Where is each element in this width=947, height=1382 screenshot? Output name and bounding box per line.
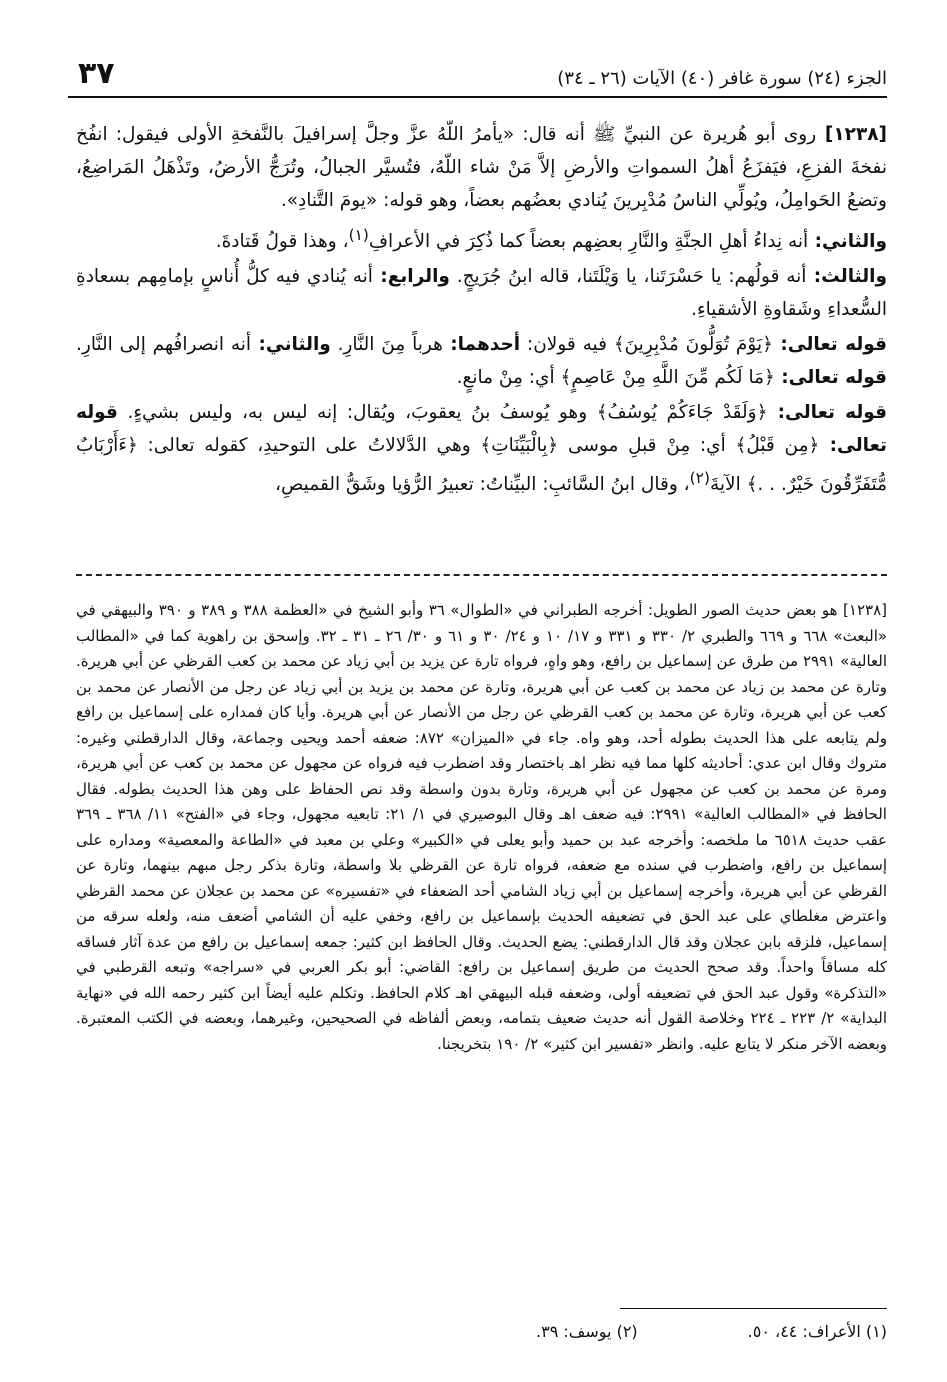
text-run: ، وقال ابنُ السَّائبِ: البيِّناتُ: تعبيرُ الرُّؤيا وشَقُّ القميصِ، — [275, 474, 690, 496]
bold-label: [١٢٣٨] — [816, 124, 887, 145]
paragraph — [76, 328, 887, 394]
text-run: ﴿يَوْمَ تُوَلُّونَ مُدْبِرِينَ﴾ فيه قولان: — [520, 334, 773, 356]
footnote-ref: (٢) — [689, 469, 710, 488]
bold-label: أحدهما: — [442, 334, 521, 356]
paragraph — [76, 260, 887, 326]
bold-label: قوله تعالى: — [772, 334, 887, 356]
paragraph — [76, 219, 887, 258]
paragraph — [76, 396, 887, 501]
footnote-1: (١) الأعراف: ٤٤، ٥٠. — [747, 1322, 887, 1341]
text-run: ﴿مَا لَكُم مِّنَ اللَّهِ مِنْ عَاصِمٍ﴾ أي: مِنْ مانعٍ. — [456, 367, 775, 389]
hadith-notes — [76, 598, 887, 1057]
footnotes — [200, 1318, 887, 1346]
separator-line — [76, 574, 887, 576]
bold-label: والثالث: — [806, 266, 888, 288]
paragraph — [76, 118, 887, 217]
bold-label: والثاني: — [808, 231, 887, 253]
text-run: ﴿وَلَقَدْ جَاءَكُمْ يُوسُفُ﴾ وهو يُوسفُ بنُ يعقوبَ، ويُقال: إنه ليس به، وليس بشيءٍ. — [117, 402, 768, 424]
text-run: أنه قولُهم: يا حَسْرَتَنا، يا وَيْلَتَنا، قاله ابنُ جُرَيجٍ. — [449, 266, 807, 288]
text-run: هرباً مِنَ النَّارِ. — [330, 334, 443, 356]
page-header — [68, 52, 887, 98]
footnote-rule — [620, 1308, 887, 1309]
bold-label: والثاني: — [251, 334, 331, 356]
text-run: أنه يُنادي فيه كلُّ أُناسٍ بإمامِهم بسعادةِ السُّعداءِ وشَقاوةِ الأشقياءِ. — [76, 266, 887, 321]
text-run: أنه انصرافُهم إلى النَّارِ. — [76, 334, 252, 356]
footnote-2: (٢) يوسف: ٣٩. — [536, 1322, 638, 1341]
text-run: ﴿مِن قَبْلُ﴾ أي: مِنْ قبلِ موسى ﴿بِالْبَيِّنَاتِ﴾ وهي الدَّلالاتُ على التوحيدِ، كقوله تعالى: ﴿ءَأَرْبَابٌ مُّتَفَرِّقُونَ خَيْرٌ. . .﴾ الآيةَ — [76, 435, 887, 496]
main-text — [76, 118, 887, 503]
bold-label: قوله تعالى: — [774, 367, 887, 389]
text-run: أنه نِداءُ أهلِ الجنَّةِ والنَّارِ بعضِهم بعضاً كما ذُكِرَ في الأعرافِ — [368, 231, 809, 253]
bold-label: قوله تعالى: — [76, 402, 887, 457]
running-head: الجزء (٢٤) سورة غافر (٤٠) الآيات (٢٦ ـ ٣٤) — [557, 68, 887, 89]
bold-label: قوله تعالى: — [767, 402, 888, 424]
page-number: ٣٧ — [78, 56, 115, 91]
text-run: روى أبو هُريرة عن النبيِّ ﷺ أنه قال: «يأمرُ اللّهُ عزَّ وجلَّ إسرافيلَ بالنَّفخةِ الأولى فيقول: انفُخ نفخةَ الفزعِ، فيَفزَعُ أهلُ السمواتِ والأرضِ إلاَّ مَنْ شاء اللّهُ، فتُسيَّر الجبالُ، وتُرَجُّ الأرضُ، وتَذْهَلُ المَراضِعُ، وتضعُ الحَوامِلُ، ويُولِّي الناسُ مُدْبِرينَ يُنادي بعضُهم بعضاً، وهو قوله: «يومَ التَّنادِ». — [76, 124, 887, 211]
hadith-note-text: [١٢٣٨] هو بعض حديث الصور الطويل: أخرجه الطبراني في «الطوال» ٣٦ وأبو الشيخ في «العظمة ٣٨٨ و ٣٨٩ و ٣٩٠ والبيهقي في «البعث» ٦٦٨ و ٦٦٩ والطبري ٢/ ٣٣٠ و ٣٣١ و ١٧/ ١٠ و ٢٤/ ٣٠ و ٦١ و ٣٠/ ٢٦ ـ ٣١ ـ ٣٢. وإسحق بن راهوية كما في «المطالب العالية» ٢٩٩١ من طرق عن إسماعيل بن رافع، وهو واهٍ، فرواه تارة عن يزيد بن أبي زياد عن محمد بن كعب القرظي عن أبي هريرة. وتارة عن محمد بن زياد عن محمد بن كعب عن أبي هريرة، وتارة عن محمد بن يزيد بن أبي زياد عن رجل من الأنصار عن محمد بن كعب عن أبي هريرة، وتارة عن محمد بن كعب القرظي عن رجل من الأنصار عن أبي هريرة. وأيا كان فمداره على إسماعيل بن رافع ولم يتابعه على هذا الحديث بطوله أحد، وهو واه. جاء في «الميزان» ٨٧٢: ضعفه أحمد ويحيى وجماعة، وقال الدارقطني وغيره: متروك وقال ابن عدي: أحاديثه كلها مما فيه نظر اهـ باختصار وقد اضطرب فيه فرواه عن مجهول عن محمد بن كعب عن أبي هريرة، ومرة عن محمد بن كعب عن مجهول عن أبي هريرة، وتارة بدون واسطة وقد نص الحفاظ على وهن هذا الحديث بطوله. فقال الحافظ في «المطالب العالية» ٢٩٩١: فيه ضعف اهـ وقال البوصيري في ١/ ٢١: تابعيه مجهول، وجاء في «الفتح» ١١/ ٣٦٨ ـ ٣٦٩ عقب حديث ٦٥١٨ ما ملخصه: وأخرجه عبد بن حميد وأبو يعلى في «الكبير» وعلي بن معبد في «الطاعة والمعصية» ومداره على إسماعيل بن رافع، واضطرب في سنده مع ضعفه، فرواه تارة عن القرظي بلا واسطة، وتارة بذكر رجل مبهم بينهما، وتارة عن القرظي عن أبي هريرة، وأخرجه إسماعيل بن أبي زياد الشامي أحد الضعفاء في «تفسيره» عن محمد بن عجلان عن محمد القرظي واعترض مغلطاي على عبد الحق في تضعيفه الحديث بإسماعيل بن رافع، وخفي عليه أن الشامي أضعف منه، ولعله سرقه من إسماعيل، فلزقه بابن عجلان وقد قال الدارقطني: يضع الحديث. وقال الحافظ ابن كثير: جمعه إسماعيل بن رافع من عدة آثار فساقه كله مساقاً واحداً. وقد صحح الحديث من طريق إسماعيل بن رافع: القاضي: أبو بكر العربي في «سراجه» وتبعه القرطبي في «التذكرة» وقول عبد الحق في تضعيفه أولى، وضعفه قبله البيهقي اهـ كلام الحافظ. وتكلم عليه أيضاً ابن كثير رحمه الله في «نهاية البداية» ٢/ ٢٢٣ ـ ٢٢٤ وخلاصة القول أنه حديث ضعيف بتمامه، وبعض ألفاظه في الصحيحين، وغيرهما، وبعضه في الكتب المعتبرة. وبعضه الآخر منكر لا يتابع عليه. وانظر «تفسير ابن كثير» ٢/ ١٩٠ بتخريجنا. — [76, 601, 888, 1053]
bold-label: والرابع: — [372, 266, 450, 288]
text-run: ، وهذا قولُ قَتادةَ. — [215, 231, 349, 253]
footnote-ref: (١) — [348, 226, 369, 244]
